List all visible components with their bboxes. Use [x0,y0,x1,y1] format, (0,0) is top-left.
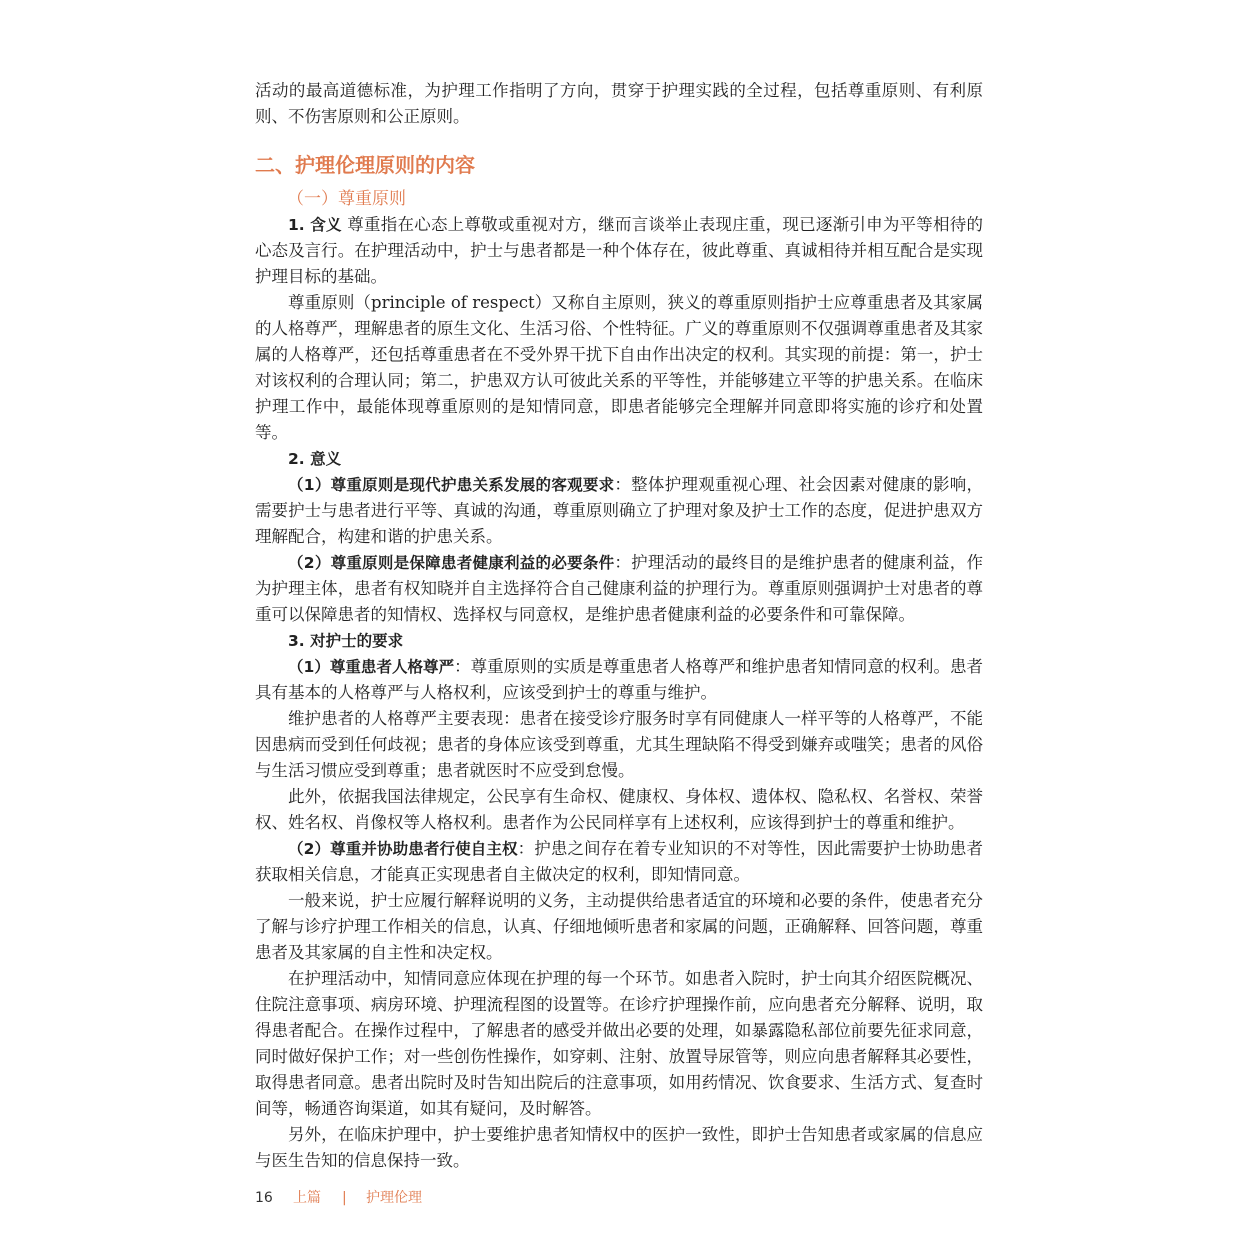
significance-item-1-label: （1）尊重原则是现代护患关系发展的客观要求 [288,476,615,494]
requirements-item-1-text: ：尊重原则的实质是尊重患者人格尊严和维护患者知情同意的权利。患者具有基本的人格尊严与人格权利，应该受到护士的尊重与维护。 [255,657,983,702]
footer-chapter: 护理伦理 [366,1190,422,1206]
section-heading: 二、护理伦理原则的内容 [255,153,475,177]
page-body [255,78,983,1174]
requirements-item-1-p2: 维护患者的人格尊严主要表现：患者在接受诊疗服务时享有同健康人一样平等的人格尊严，不能因患病而受到任何歧视；患者的身体应该受到尊重，尤其生理缺陷不得受到嫌弃或嗤笑；患者的风俗与生活习惯应受到尊重；患者就医时不应受到怠慢。 [255,709,983,780]
footer-separator: | [342,1190,347,1206]
meaning-label: 1. 含义 [288,216,342,234]
meaning-text: 尊重指在心态上尊敬或重视对方，继而言谈举止表现庄重，现已逐渐引申为平等相待的心态及言行。在护理活动中，护士与患者都是一种个体存在，彼此尊重、真诚相待并相互配合是实现护理目标的基础。 [255,215,983,286]
requirements-item-1-p3: 此外，依据我国法律规定，公民享有生命权、健康权、身体权、遗体权、隐私权、名誉权、荣誉权、姓名权、肖像权等人格权利。患者作为公民同样享有上述权利，应该得到护士的尊重和维护。 [255,787,983,832]
significance-item-2-label: （2）尊重原则是保障患者健康利益的必要条件 [288,554,615,572]
requirements-item-1-label: （1）尊重患者人格尊严 [288,658,455,676]
page-footer [255,1186,422,1210]
requirements-item-1 [255,654,983,706]
footer-part: 上篇 [293,1190,321,1206]
significance-heading: 2. 意义 [288,450,342,468]
requirements-item-2-label: （2）尊重并协助患者行使自主权 [288,840,518,858]
significance-item-2 [255,550,983,628]
significance-item-1 [255,472,983,550]
requirements-item-2-p4: 另外，在临床护理中，护士要维护患者知情权中的医护一致性，即护士告知患者或家属的信息应与医生告知的信息保持一致。 [255,1125,983,1170]
requirements-item-2-p2: 一般来说，护士应履行解释说明的义务，主动提供给患者适宜的环境和必要的条件，使患者充分了解与诊疗护理工作相关的信息，认真、仔细地倾听患者和家属的问题，正确解释、回答问题，尊重患者及其家属的自主性和决定权。 [255,891,983,962]
page-number: 16 [255,1190,273,1206]
requirements-heading: 3. 对护士的要求 [288,632,404,650]
requirements-item-2 [255,836,983,888]
subsection-heading: （一）尊重原则 [287,189,406,209]
intro-paragraph: 活动的最高道德标准，为护理工作指明了方向，贯穿于护理实践的全过程，包括尊重原则、有利原则、不伤害原则和公正原则。 [255,81,983,126]
meaning-paragraph [255,212,983,290]
requirements-item-2-p3: 在护理活动中，知情同意应体现在护理的每一个环节。如患者入院时，护士向其介绍医院概况、住院注意事项、病房环境、护理流程图的设置等。在诊疗护理操作前，应向患者充分解释、说明，取得患者配合。在操作过程中，了解患者的感受并做出必要的处理，如暴露隐私部位前要先征求同意，同时做好保护工作；对一些创伤性操作，如穿刺、注射、放置导尿管等，则应向患者解释其必要性，取得患者同意。患者出院时及时告知出院后的注意事项，如用药情况、饮食要求、生活方式、复查时间等，畅通咨询渠道，如其有疑问，及时解答。 [255,969,983,1118]
significance-item-1-text: ：整体护理观重视心理、社会因素对健康的影响，需要护士与患者进行平等、真诚的沟通，尊重原则确立了护理对象及护士工作的态度，促进护患双方理解配合，构建和谐的护患关系。 [255,475,983,546]
respect-principle-paragraph: 尊重原则（principle of respect）又称自主原则，狭义的尊重原则指护士应尊重患者及其家属的人格尊严，理解患者的原生文化、生活习俗、个性特征。广义的尊重原则不仅强调尊重患者及其家属的人格尊严，还包括尊重患者在不受外界干扰下自由作出决定的权利。其实现的前提：第一，护士对该权利的合理认同；第二，护患双方认可彼此关系的平等性，并能够建立平等的护患关系。在临床护理工作中，最能体现尊重原则的是知情同意，即患者能够完全理解并同意即将实施的诊疗和处置等。 [255,293,983,442]
significance-item-2-text: ：护理活动的最终目的是维护患者的健康利益，作为护理主体，患者有权知晓并自主选择符合自己健康利益的护理行为。尊重原则强调护士对患者的尊重可以保障患者的知情权、选择权与同意权，是维护患者健康利益的必要条件和可靠保障。 [255,553,983,624]
requirements-item-2-text: ：护患之间存在着专业知识的不对等性，因此需要护士协助患者获取相关信息，才能真正实现患者自主做决定的权利，即知情同意。 [255,839,984,884]
